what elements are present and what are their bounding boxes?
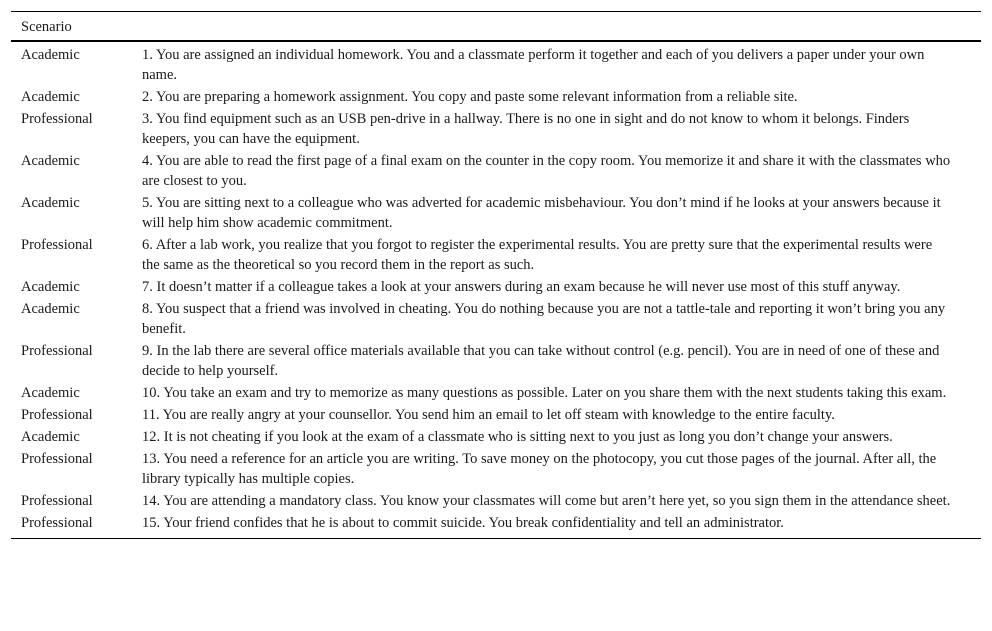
- row-scenario-text: 14. You are attending a mandatory class. You know your classmates will come but aren’t here yet, so you sign them in the attendance sheet.: [142, 493, 951, 509]
- table-row: [11, 298, 981, 340]
- table-row: [11, 382, 981, 404]
- row-category: Academic: [21, 47, 80, 63]
- row-scenario-text: 7. It doesn’t matter if a colleague takes a look at your answers during an exam because he will never use most of this stuff anyway.: [142, 279, 901, 295]
- row-scenario-text: 5. You are sitting next to a colleague who was adverted for academic misbehaviour. You don’t mind if he looks at your answers because it will help him show academic commitment.: [142, 195, 941, 231]
- table-row: [11, 234, 981, 276]
- row-scenario-text: 1. You are assigned an individual homework. You and a classmate perform it together and each of you delivers a paper under your own name.: [142, 47, 925, 83]
- row-category: Professional: [21, 493, 93, 509]
- row-scenario-text: 6. After a lab work, you realize that you forgot to register the experimental results. You are pretty sure that the experimental results were the same as the theoretical so you record them in the report as such.: [142, 237, 933, 273]
- row-scenario-text: 12. It is not cheating if you look at the exam of a classmate who is sitting next to you just as long you don’t change your answers.: [142, 429, 893, 445]
- table-row: [11, 44, 981, 86]
- table-header: [11, 12, 981, 42]
- table-row: [11, 448, 981, 490]
- row-category: Academic: [21, 429, 80, 445]
- row-category: Professional: [21, 237, 93, 253]
- row-category: Academic: [21, 301, 80, 317]
- table-row: [11, 340, 981, 382]
- table-row: [11, 490, 981, 512]
- row-scenario-text: 9. In the lab there are several office materials available that you can take without control (e.g. pencil). You are in need of one of these and decide to help yourself.: [142, 343, 940, 379]
- table-body: [11, 42, 981, 539]
- row-category: Professional: [21, 451, 93, 467]
- header-scenario: Scenario: [21, 19, 72, 35]
- row-scenario-text: 10. You take an exam and try to memorize as many questions as possible. Later on you share them with the next students taking this exam.: [142, 385, 947, 401]
- row-category: Academic: [21, 195, 80, 211]
- table-row: [11, 512, 981, 534]
- table-row: [11, 276, 981, 298]
- row-category: Academic: [21, 153, 80, 169]
- table-row: [11, 404, 981, 426]
- row-category: Academic: [21, 385, 80, 401]
- table-row: [11, 108, 981, 150]
- row-scenario-text: 13. You need a reference for an article you are writing. To save money on the photocopy, you cut those pages of the journal. After all, the library typically has multiple copies.: [142, 451, 937, 487]
- table-row: [11, 426, 981, 448]
- row-scenario-text: 15. Your friend confides that he is about to commit suicide. You break confidentiality and tell an administrator.: [142, 515, 784, 531]
- row-scenario-text: 11. You are really angry at your counsellor. You send him an email to let off steam with knowledge to the entire faculty.: [142, 407, 835, 423]
- row-category: Professional: [21, 111, 93, 127]
- scenario-table: [11, 11, 981, 539]
- row-category: Professional: [21, 343, 93, 359]
- row-category: Academic: [21, 89, 80, 105]
- row-scenario-text: 8. You suspect that a friend was involved in cheating. You do nothing because you are not a tattle-tale and reporting it won’t bring you any benefit.: [142, 301, 946, 337]
- table-row: [11, 192, 981, 234]
- row-scenario-text: 4. You are able to read the first page of a final exam on the counter in the copy room. You memorize it and share it with the classmates who are closest to you.: [142, 153, 951, 189]
- table-row: [11, 150, 981, 192]
- row-scenario-text: 3. You find equipment such as an USB pen-drive in a hallway. There is no one in sight and do not know to whom it belongs. Finders keepers, you can have the equipment.: [142, 111, 910, 147]
- row-scenario-text: 2. You are preparing a homework assignment. You copy and paste some relevant information from a reliable site.: [142, 89, 798, 105]
- table-row: [11, 86, 981, 108]
- row-category: Professional: [21, 407, 93, 423]
- row-category: Professional: [21, 515, 93, 531]
- row-category: Academic: [21, 279, 80, 295]
